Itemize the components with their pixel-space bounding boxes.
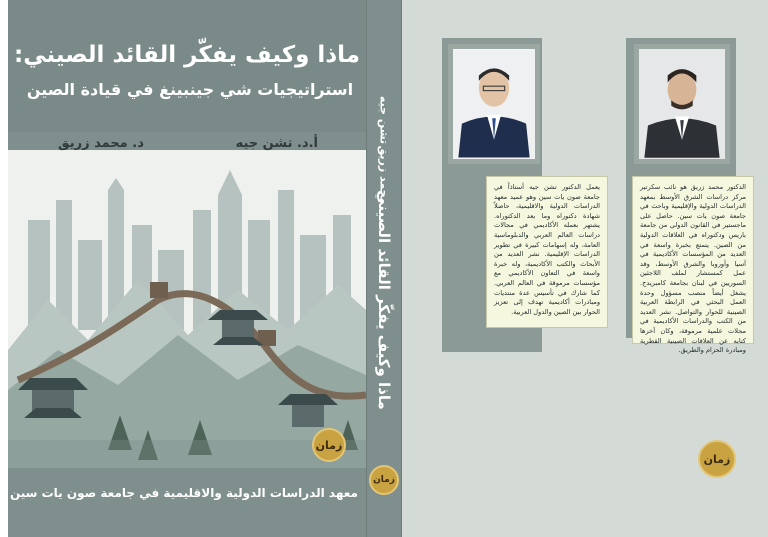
back-cover xyxy=(402,0,768,537)
great-wall-skyline-illustration xyxy=(8,150,366,475)
book-title: ماذا وكيف يفكّر القائد الصيني: xyxy=(14,42,360,68)
bio-zreik: الدكتور محمد زريق هو نائب سكرتير مركز دراسات الشرق الأوسط بمعهد الدراسات الدولية والإقليمية وباحث في جامعة صون يات سين. حاصل على ماجستير في القانون الدولي من جامعة باريس ودكتوراه في العلاقات الدولية من الصين. يتمتع بخبرة واسعة في العديد من المؤسسات الأكاديمية في آسيا وأوروبا والشرق الأوسط، وقد عمل كمستشار لملف اللاجئين السوريين في لبنان بجامعة كامبريدج. يشغل أيضاً منصب مسؤول وحدة العمل البحثي في الرابطة العربية الصينية للحوار والتواصل. نشر العديد من الكتب والدراسات الأكاديمية في مجلات علمية مرموقة، وكان آخرها كتابه عن العلاقات الصينية القطرية ومبادرة الحزام والطريق. xyxy=(632,176,754,344)
author-name-chen: أ.د. تشن جيه xyxy=(235,136,318,151)
book-spine xyxy=(366,0,402,537)
portrait-zreik-icon xyxy=(639,49,725,159)
spine-author-zreik: محمد زريق xyxy=(377,145,391,205)
portrait-chen-icon xyxy=(453,49,535,159)
front-cover xyxy=(8,0,366,537)
author-names xyxy=(28,136,348,156)
book-subtitle: استراتيجيات شي جينبينغ في قيادة الصين xyxy=(26,80,354,99)
spine-publisher-logo xyxy=(369,465,399,495)
front-bottom-band xyxy=(8,468,366,537)
photo-zreik xyxy=(634,44,730,164)
photo-chen xyxy=(448,44,540,164)
publisher-logo xyxy=(312,428,346,462)
cover-illustration xyxy=(8,150,366,475)
institute-name: معهد الدراسات الدولية والاقليمية في جامعة صون يات سين xyxy=(9,486,358,500)
spine-title: ماذا وكيف يفكّر القائد الصيني xyxy=(375,190,393,410)
bio-chen: يعمل الدكتور تشن جيه أستاذاً في جامعة صون يات سين وهو عميد معهد الدراسات الدولية والاقليمية، حاصلاً شهادة دكتوراه وما بعد الدكتوراه. يشتهر بعمله الأكاديمي في مجالات دراسات العالم العربي والدبلوماسية العامة، وله إسهامات كبيرة في تطوير الدراسات الإقليمية. نشر العديد من الأبحاث والكتب الأكاديمية، وله خبرة واسعة في التعاون الأكاديمي مع مؤسسات مرموقة في العالم العربي. كما شارك في تأسيس عدة منتديات ومبادرات أكاديمية تهدف إلى تعزيز الحوار بين الصين والدول العربية. xyxy=(486,176,608,328)
author-name-zreik: د. محمد زريق xyxy=(58,136,144,151)
spine-publisher-logo-text: زمان xyxy=(373,475,395,485)
spine-author-chen: تشن جيه xyxy=(377,95,391,145)
back-publisher-logo-text: زمان xyxy=(703,452,731,466)
back-publisher-logo xyxy=(698,440,736,478)
publisher-logo-text: زمان xyxy=(315,438,343,452)
